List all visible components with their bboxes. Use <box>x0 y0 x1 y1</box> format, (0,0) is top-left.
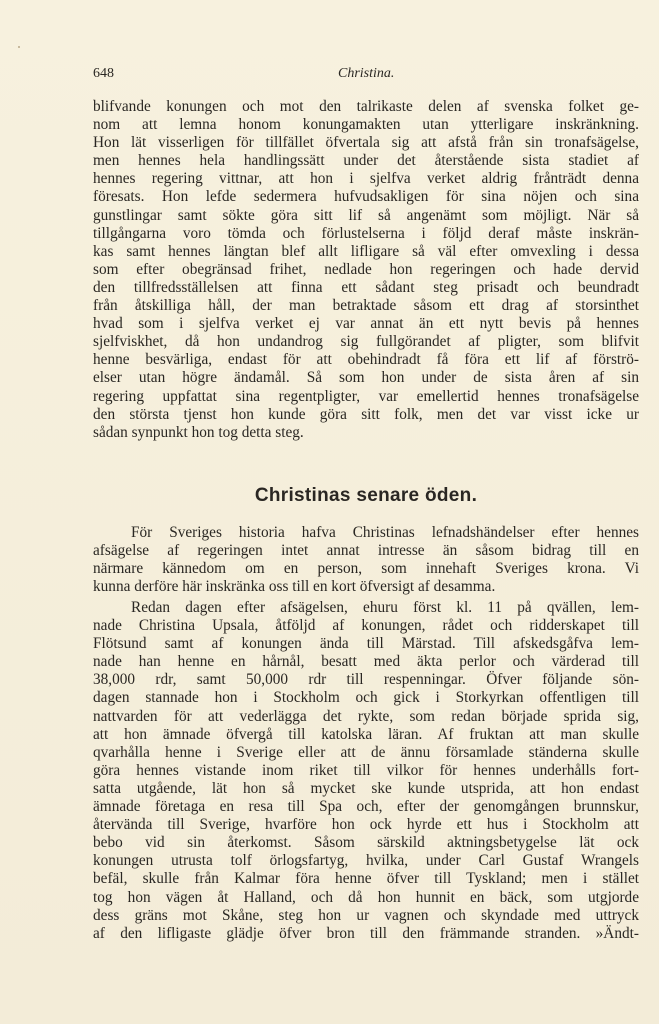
text-line: nattvarden för att vederlägga det rykte, som redan började sprida sig, <box>93 707 639 725</box>
section-heading: Christinas senare öden. <box>254 485 478 506</box>
text-line: afsägelse af regeringen intet annat intresse än såsom bidrag till en <box>93 542 639 560</box>
paragraph-1 <box>93 98 639 442</box>
text-line: 38,000 rdr, samt 50,000 rdr till respenningar. Öfver följande sön- <box>93 671 639 689</box>
text-line: blifvande konungen och mot den talrikaste delen af svenska folket ge- <box>93 98 639 115</box>
paper-speck <box>18 46 20 48</box>
text-line: från åtskilliga håll, der man betraktade såsom ett drag af storsinthet <box>93 297 639 315</box>
text-line: bebo vid sin återkomst. Såsom särskild aktningsbetygelse lät ock <box>93 834 639 852</box>
paragraph-3 <box>93 599 639 943</box>
text-line: regering uppfattat sina regentpligter, var emellertid hennes tronafsägelse <box>93 387 639 405</box>
text-line: sjelfviskhet, då hon undandrog sig fullgörandet af pligter, som blifvit <box>93 333 639 351</box>
text-line: den största tjenst hon kunde göra sitt folk, men det var visst icke ur <box>93 405 639 423</box>
text-line: närmare kännedom om en person, som innehaft Sveriges krona. Vi <box>93 560 639 578</box>
page-number: 648 <box>93 66 114 81</box>
page-header <box>93 66 613 86</box>
text-line: föresats. Hon lefde sedermera hufvudsakligen för sina nöjen och sina <box>93 188 639 206</box>
text-line: dess gräns mot Skåne, steg hon ur vagnen och skyndade med uttryck <box>93 906 639 924</box>
text-line: För Sveriges historia hafva Christinas lefnadshändelser efter hennes <box>131 524 639 541</box>
text-line: henne besvärliga, endast för att obehindradt få föra ett lif af förströ- <box>93 351 639 369</box>
text-line: Hon lät visserligen för tillfället öfvertala sig att afstå från sin tronafsägelse, <box>93 134 639 152</box>
text-line: af den lifligaste glädje öfver bron till den främmande stranden. »Ändt- <box>93 924 639 942</box>
text-line: hvad som i sjelfva verket ej var annat än ett nytt bevis på hennes <box>93 315 639 333</box>
text-line: dagen stannade hon i Stockholm och gick i Storkyrkan offentligen till <box>93 689 639 707</box>
text-line: Flötsund samt af konungen ända till Märstad. Till afskedsgåfva lem- <box>93 635 639 653</box>
text-line: kunna derföre här inskränka oss till en kort öfversigt af desamma. <box>93 578 496 596</box>
text-line: Redan dagen efter afsägelsen, ehuru först kl. 11 på qvällen, lem- <box>131 599 639 616</box>
text-line: återvända till Sverige, hvarföre hon ock hyrde ett hus i Stockholm att <box>93 816 639 834</box>
running-title: Christina. <box>338 66 395 81</box>
text-line: befäl, skulle från Kalmar föra henne öfver till Tyskland; men i stället <box>93 870 639 888</box>
text-line: tog hon vägen åt Halland, och då hon hunnit en bäck, som utgjorde <box>93 888 639 906</box>
text-line: elser utan högre ändamål. Så som hon under de sista åren af sin <box>93 369 639 387</box>
text-line: nade han henne en hårnål, besatt med äkta perlor och värderad till <box>93 653 639 671</box>
text-line: kas samt hennes längtan blef allt lifligare så väl efter omvexling i dessa <box>93 242 639 260</box>
text-line: den tillfredsställelsen att finna ett sådant steg prisadt och beundradt <box>93 278 639 296</box>
paragraph-2 <box>93 524 639 596</box>
text-line: att hon ämnade öfvergå till katolska läran. Af fruktan att man skulle <box>93 725 639 743</box>
text-line: nade Christina Upsala, åtföljd af konungen, rådet och ridderskapet till <box>93 617 639 635</box>
text-line: men hennes hela handlingssätt under det återstående sista stadiet af <box>93 152 639 170</box>
text-line: sådan synpunkt hon tog detta steg. <box>93 423 304 441</box>
text-line: tillgångarna voro tömda och förlustelserna i följd deraf måste inskrän- <box>93 224 639 242</box>
text-line: som efter obegränsad frihet, nedlade hon regeringen och hade dervid <box>93 260 639 278</box>
text-line: nom att lemna honom konungamakten utan ytterligare inskränkning. <box>93 116 639 134</box>
text-line: göra hennes vistande inom riket till vilkor för hennes underhålls fort- <box>93 761 639 779</box>
text-line: gunstlingar samt sökte göra sitt lif så angenämt som möjligt. När så <box>93 206 639 224</box>
text-line: satta utgående, lät hon så mycket ske kunde utsprida, att hon endast <box>93 779 639 797</box>
text-line: ämnade företaga en resa till Spa och, efter der genomgången brunnskur, <box>93 798 639 816</box>
text-line: qvarhålla henne i Sverige eller att de ännu församlade ständerna skulle <box>93 743 639 761</box>
text-line: hennes regering vittnar, att hon i sjelfva verket aldrig frånträdt denna <box>93 170 639 188</box>
text-line: konungen utrusta tolf örlogsfartyg, hvilka, under Carl Gustaf Wrangels <box>93 852 639 870</box>
